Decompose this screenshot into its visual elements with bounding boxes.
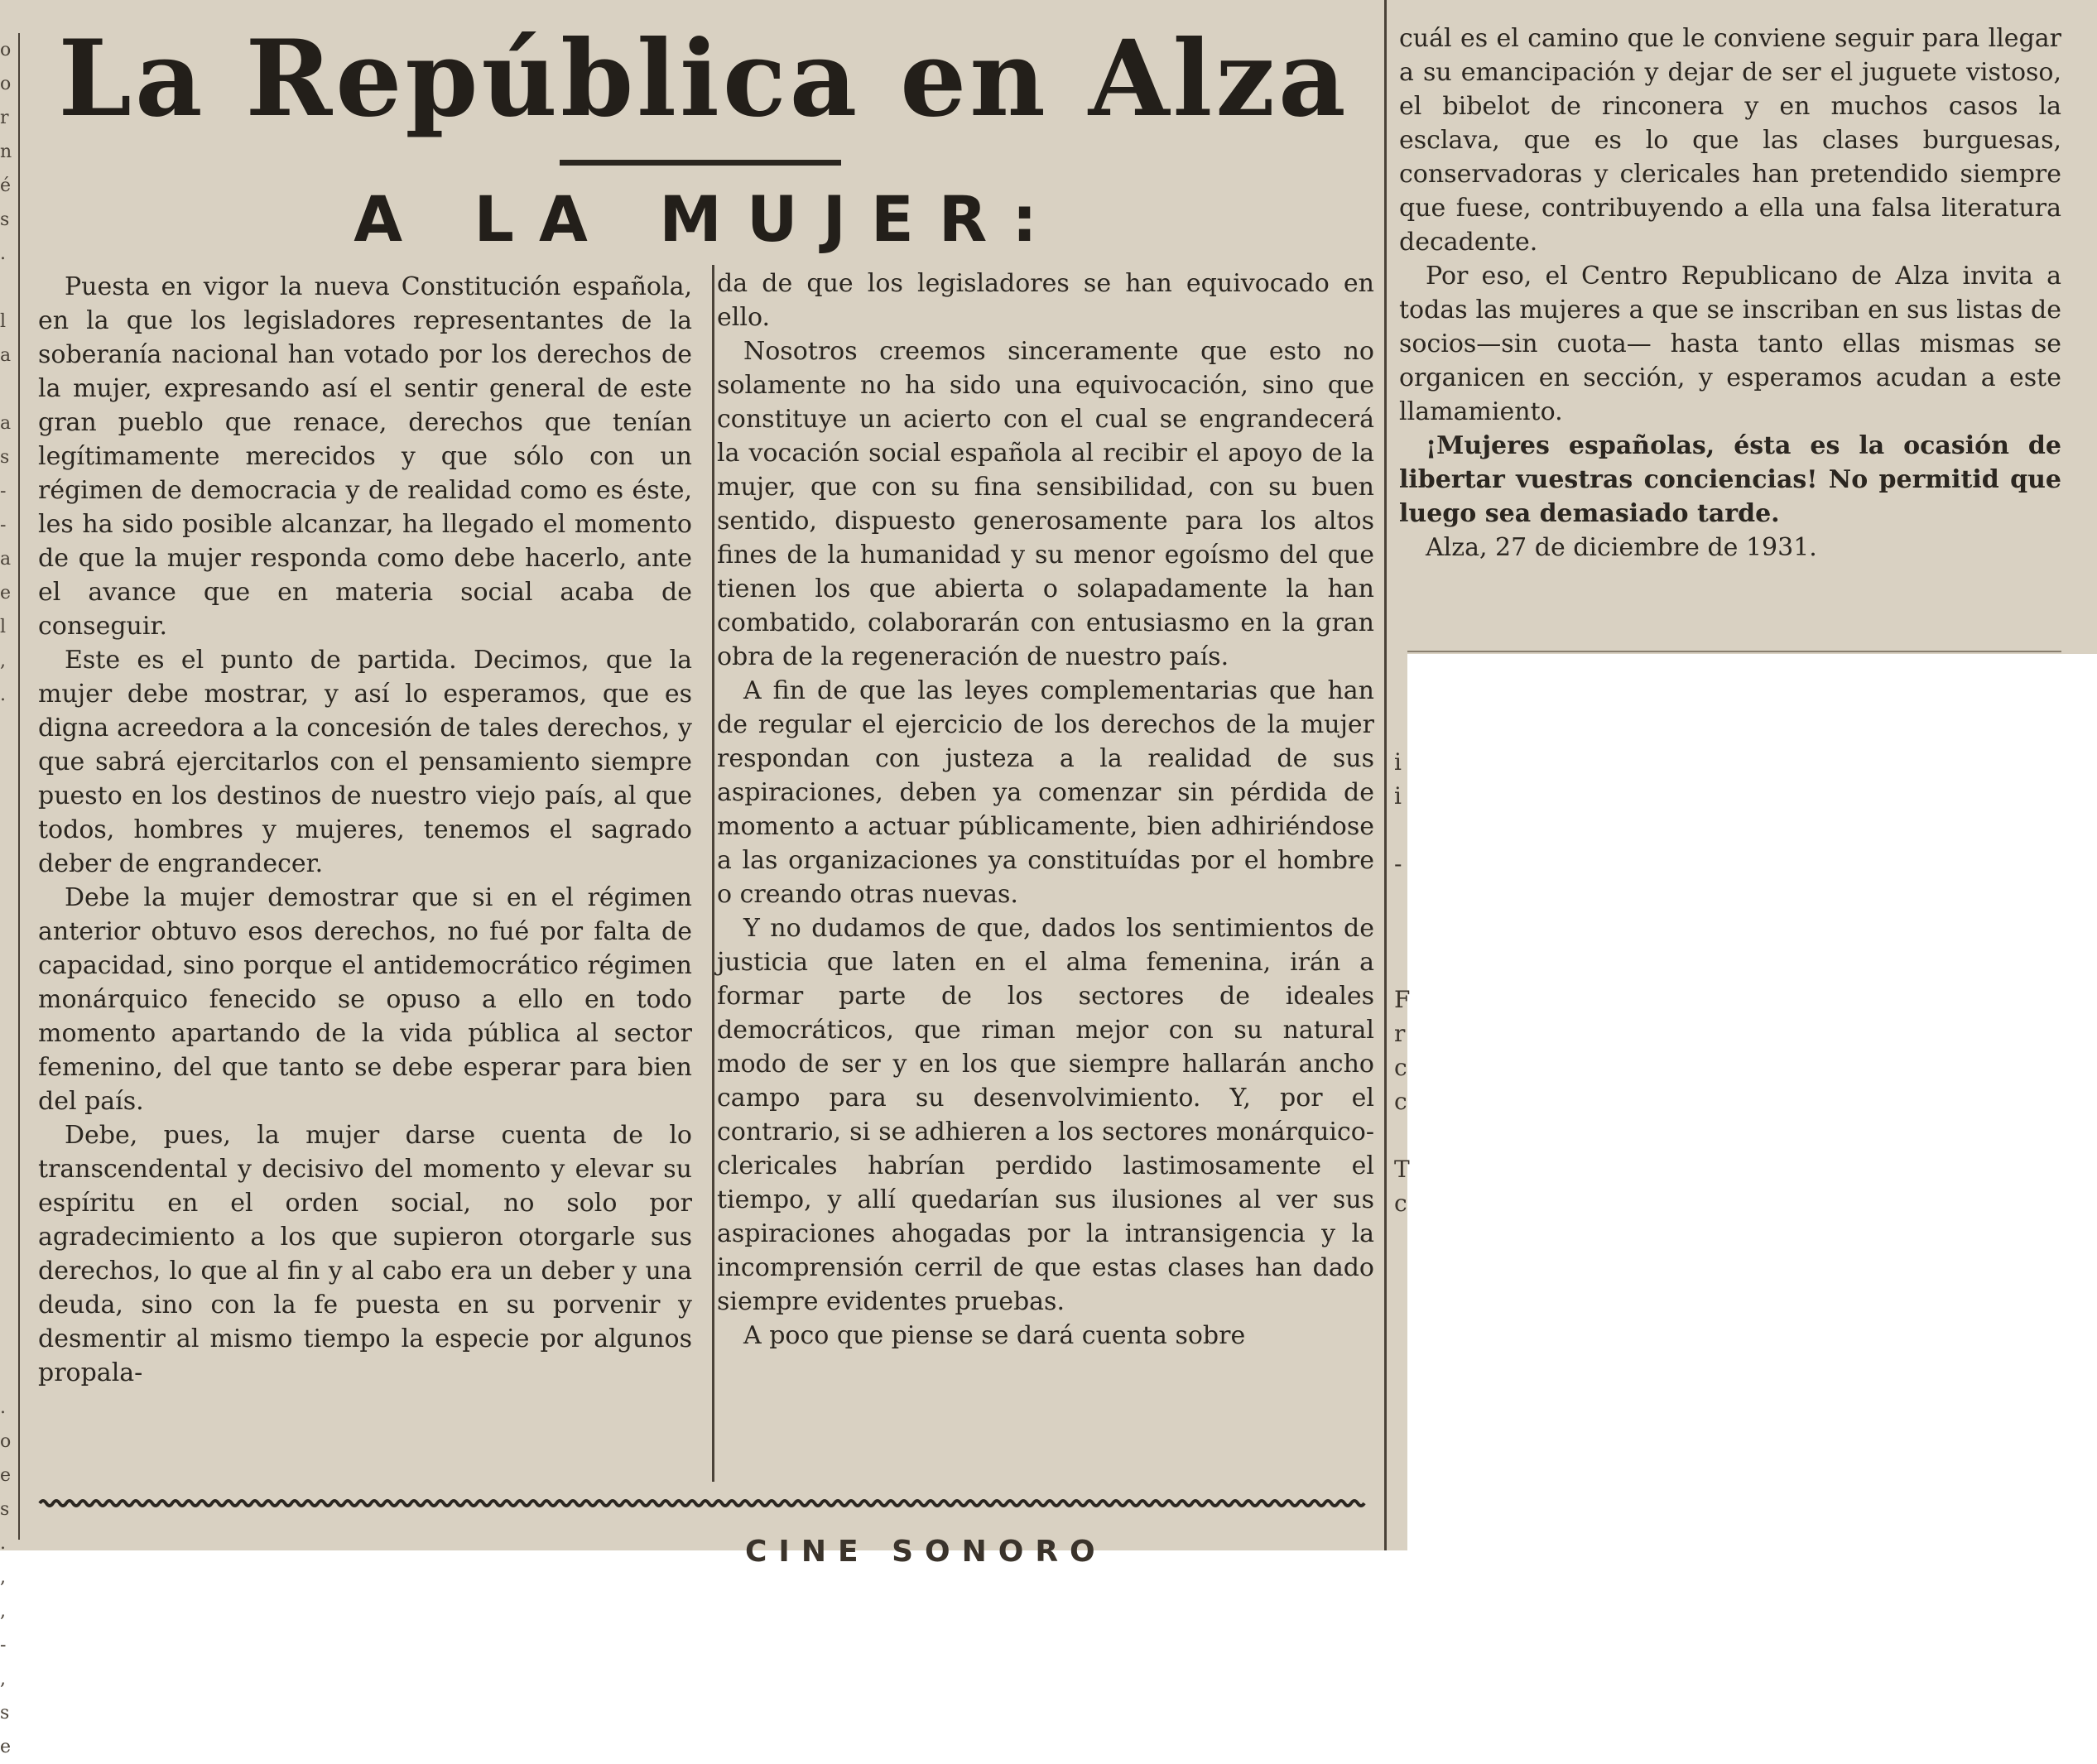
masthead-title: La República en Alza (58, 17, 1349, 140)
decorative-wavy-rule (40, 1497, 1364, 1510)
left-margin-fragments: o o r n é s . l a a s - - a e l , . . o e s . , , - , s e (0, 40, 12, 1757)
paragraph: Puesta en vigor la nueva Constitución española, en la que los legisladores representantes de la soberanía nacional han votado por los derechos de la mujer, expresando así el sentir general de este gran pueblo que renace, derechos que tenían legítimamente merecidos y que sólo con un régimen de democracia y de realidad como es éste, les ha sido posible alcanzar, ha llegado el momento de que la mujer responda como debe hacerlo, ante el avance que en materia social acaba de conseguir. (38, 272, 692, 641)
column-rule-center (712, 265, 714, 1482)
next-article-heading-cut: CINE SONORO (745, 1535, 1107, 1569)
column-rule-right (1384, 0, 1387, 1550)
paragraph: Por eso, el Centro Republicano de Alza invita a todas las mujeres a que se inscriban en sus listas de socios—sin cuota— hasta tanto ellas mismas se organicen en sección, y esperamos acudan a este llamamiento. (1399, 262, 2061, 426)
masthead-rule (560, 160, 841, 166)
paragraph-exhortation: ¡Mujeres españolas, ésta es la ocasión de libertar vuestras conciencias! No permitid que luego sea demasiado tarde. (1399, 431, 2061, 528)
paragraph: Nosotros creemos sinceramente que esto no solamente no ha sido una equivocación, sino que constituye un acierto con el cual se engrandecerá la vocación social española al recibir el apoyo de la mujer, que con su fina sensibilidad, con su buen sentido, dispuesto generosamente para los altos fines de la humanidad y su menor egoísmo del que tienen los que abierta o solapadamente la han combatido, colaborarán con entusiasmo en la gran obra de la regeneración de nuestro país. (717, 337, 1374, 671)
article-column-3 (1399, 22, 2061, 565)
dateline: Alza, 27 de diciembre de 1931. (1426, 533, 1817, 562)
paragraph: cuál es el camino que le conviene seguir para llegar a su emancipación y dejar de ser el juguete vistoso, el bibelot de rinconera y en muchos casos la esclava, que es lo que las clases burguesas, conservadoras y clericales han pretendido siempre que fuese, contribuyendo a ella una falsa literatura decadente. (1399, 24, 2061, 257)
paragraph: Debe la mujer demostrar que si en el régimen anterior obtuvo esos derechos, no fué por falta de capacidad, sino porque el antidemocrático régimen monárquico fenecido se opuso a ello en todo momento apartando de la vida pública al sector femenino, del que tanto se debe esperar para bien del país. (38, 883, 692, 1116)
paragraph: Este es el punto de partida. Decimos, que la mujer debe mostrar, y así lo esperamos, que es digna acreedora a la concesión de tales derechos, y que sabrá ejercitarlos con el pensamiento siempre puesto en los destinos de nuestro viejo país, al que todos, hombres y mujeres, tenemos el sagrado deber de engrandecer. (38, 646, 692, 878)
article-column-1 (38, 270, 692, 1390)
article-column-2 (717, 267, 1374, 1353)
right-column-end-rule (1407, 651, 2061, 652)
paragraph: Debe, pues, la mujer darse cuenta de lo transcendental y decisivo del momento y elevar su espíritu en el orden social, no solo por agradecimiento a los que supieron otorgarle sus derechos, lo que al fin y al cabo era un deber y una deuda, sino con la fe puesta en su porvenir y desmentir al mismo tiempo la especie por algunos propala- (38, 1121, 692, 1387)
paragraph: Y no dudamos de que, dados los sentimientos de justicia que laten en el alma femenina, irán a formar parte de los sectores de ideales democráticos, que riman mejor con su natural modo de ser y en los que siempre hallarán ancho campo para su desenvolvimiento. Y, por el contrario, si se adhieren a los sectores monárquico-clericales habrían perdido lastimosamente el tiempo, y allí quedarían sus ilusiones al ver sus aspiraciones ahogadas por la intransigencia y la incomprensión cerril de que estas clases han dado siempre evidentes pruebas. (717, 914, 1374, 1316)
paragraph: da de que los legisladores se han equivocado en ello. (717, 269, 1374, 332)
article-subtitle: A LA MUJER: (354, 182, 1062, 256)
left-margin-rule (18, 33, 20, 1540)
right-margin-fragments: i i - F r c c T c (1394, 748, 1411, 1217)
paragraph: A fin de que las leyes complementarias que han de regular el ejercicio de los derechos de la mujer respondan con justeza a la realidad de sus aspiraciones, deben ya comenzar sin pérdida de momento a actuar públicamente, bien adhiriéndose a las organizaciones ya constituídas por el hombre o creando otras nuevas. (717, 676, 1374, 909)
paragraph: A poco que piense se dará cuenta sobre (743, 1321, 1246, 1350)
